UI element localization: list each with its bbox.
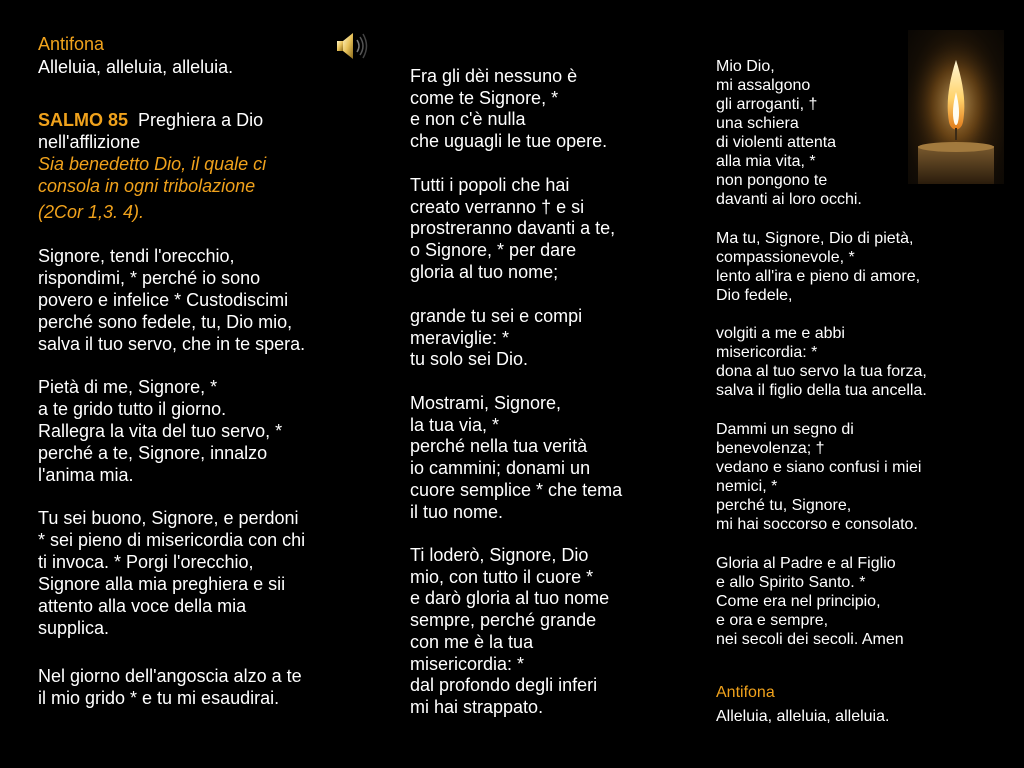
verse-line: Tu sei buono, Signore, e perdoni (38, 508, 299, 528)
verse-line: una schiera (716, 115, 799, 132)
verse-line: Come era nel principio, (716, 593, 881, 610)
verse-line: di violenti attenta (716, 134, 837, 151)
antifona-label-bottom: Antifona (716, 684, 775, 701)
verse-line: nei secoli dei secoli. Amen (716, 631, 904, 648)
verse-line: perché sono fedele, tu, Dio mio, (38, 312, 293, 332)
verse-line: volgiti a me e abbi (716, 325, 845, 342)
verse-line: o Signore, * per dare (410, 240, 577, 261)
verse-line: l'anima mia. (38, 465, 134, 485)
verse-line: e non c'è nulla (410, 109, 526, 130)
verse-line: Ma tu, Signore, Dio di pietà, (716, 230, 914, 247)
verse-line: dal profondo degli inferi (410, 675, 598, 696)
verse-line: mi hai strappato. (410, 696, 544, 717)
psalm-quote-1: Sia benedetto Dio, il quale ci (38, 154, 267, 174)
verse-line: perché nella tua verità (410, 436, 588, 457)
verse-line: attento alla voce della mia (38, 596, 247, 616)
psalm-header (38, 109, 266, 223)
verse-line: nemici, * (716, 478, 778, 495)
verse-line: supplica. (38, 618, 110, 638)
stanza (410, 393, 622, 523)
verse-line: sempre, perché grande (410, 610, 597, 631)
verse-line: lento all'ira e pieno di amore, (716, 268, 921, 285)
verse-line: gli arroganti, † (716, 96, 818, 113)
verse-line: povero e infelice * Custodiscimi (38, 290, 289, 310)
verse-line: il tuo nome. (410, 501, 504, 522)
psalm-title: SALMO 85 (38, 110, 129, 130)
stanza (716, 554, 904, 649)
antifona-text-top: Alleluia, alleluia, alleluia. (38, 57, 234, 77)
verse-line: alla mia vita, * (716, 153, 816, 170)
stanza (38, 665, 302, 709)
verse-line: con me è la tua (410, 631, 534, 652)
verse-line: il mio grido * e tu mi esaudirai. (38, 688, 280, 708)
verse-line: misericordia: * (716, 344, 818, 361)
stanza (38, 376, 282, 486)
verse-line: io cammini; donami un (410, 458, 591, 479)
speaker-icon[interactable] (334, 29, 370, 63)
stanza (38, 245, 305, 355)
verse-line: vedano e siano confusi i miei (716, 459, 922, 476)
verse-line: mi hai soccorso e consolato. (716, 516, 918, 533)
stanza (38, 507, 305, 639)
verse-line: misericordia: * (410, 653, 525, 674)
verse-line: Tutti i popoli che hai (410, 175, 570, 195)
psalm-quote-2: consola in ogni tribolazione (38, 176, 256, 196)
stanza (410, 306, 582, 371)
verse-line: gloria al tuo nome; (410, 261, 559, 282)
stanza (716, 57, 862, 209)
verse-line: Signore, tendi l'orecchio, (38, 246, 235, 266)
verse-line: Signore alla mia preghiera e sii (38, 574, 286, 594)
verse-line: mio, con tutto il cuore * (410, 566, 594, 587)
stanza (716, 420, 921, 534)
verse-line: Mostrami, Signore, (410, 393, 562, 413)
stanza (410, 545, 609, 719)
stanza (716, 324, 927, 400)
psalm-subtitle-1: Preghiera a Dio (138, 110, 264, 130)
psalm-quote-ref: (2Cor 1,3. 4). (38, 202, 145, 222)
candle-image (908, 30, 1004, 184)
verse-line: meraviglie: * (410, 327, 510, 348)
verse-line: perché a te, Signore, innalzo (38, 443, 268, 463)
verse-line: cuore semplice * che tema (410, 479, 623, 500)
candle-illustration (908, 30, 1004, 184)
verse-line: Dio fedele, (716, 287, 793, 304)
verse-line: come te Signore, * (410, 87, 559, 108)
verse-line: salva il tuo servo, che in te spera. (38, 334, 306, 354)
verse-line: grande tu sei e compi (410, 306, 583, 326)
verse-line: Ti loderò, Signore, Dio (410, 545, 589, 565)
verse-line: e allo Spirito Santo. * (716, 574, 866, 591)
psalm-subtitle-2: nell'afflizione (38, 132, 141, 152)
verse-line: dona al tuo servo la tua forza, (716, 363, 927, 380)
verse-line: Dammi un segno di (716, 421, 854, 438)
verse-line: la tua via, * (410, 414, 500, 435)
verse-line: compassionevole, * (716, 249, 855, 266)
verse-line: ti invoca. * Porgi l'orecchio, (38, 552, 254, 572)
stanza (410, 175, 615, 284)
verse-line: Pietà di me, Signore, * (38, 377, 218, 397)
verse-line: davanti ai loro occhi. (716, 191, 862, 208)
verse-line: * sei pieno di misericordia con chi (38, 530, 306, 550)
verse-line: a te grido tutto il giorno. (38, 399, 227, 419)
verse-line: mi assalgono (716, 77, 811, 94)
verse-line: e ora e sempre, (716, 612, 829, 629)
antifona-text-bottom: Alleluia, alleluia, alleluia. (716, 708, 890, 725)
verse-line: Rallegra la vita del tuo servo, * (38, 421, 283, 441)
verse-line: Mio Dio, (716, 58, 775, 75)
verse-line: che uguagli le tue opere. (410, 131, 608, 152)
verse-line: perché tu, Signore, (716, 497, 852, 514)
verse-line: e darò gloria al tuo nome (410, 588, 610, 609)
verse-line: tu solo sei Dio. (410, 349, 529, 370)
stanza (410, 66, 607, 153)
verse-line: prostreranno davanti a te, (410, 218, 616, 239)
verse-line: salva il figlio della tua ancella. (716, 382, 927, 399)
stanza (716, 229, 920, 305)
verse-line: Gloria al Padre e al Figlio (716, 555, 896, 572)
verse-line: non pongono te (716, 172, 828, 189)
verse-line: Fra gli dèi nessuno è (410, 66, 578, 86)
verse-line: benevolenza; † (716, 440, 825, 457)
antifona-label-top: Antifona (38, 34, 105, 54)
verse-line: Nel giorno dell'angoscia alzo a te (38, 666, 302, 686)
verse-line: rispondimi, * perché io sono (38, 268, 261, 288)
verse-line: creato verranno † e si (410, 196, 585, 217)
